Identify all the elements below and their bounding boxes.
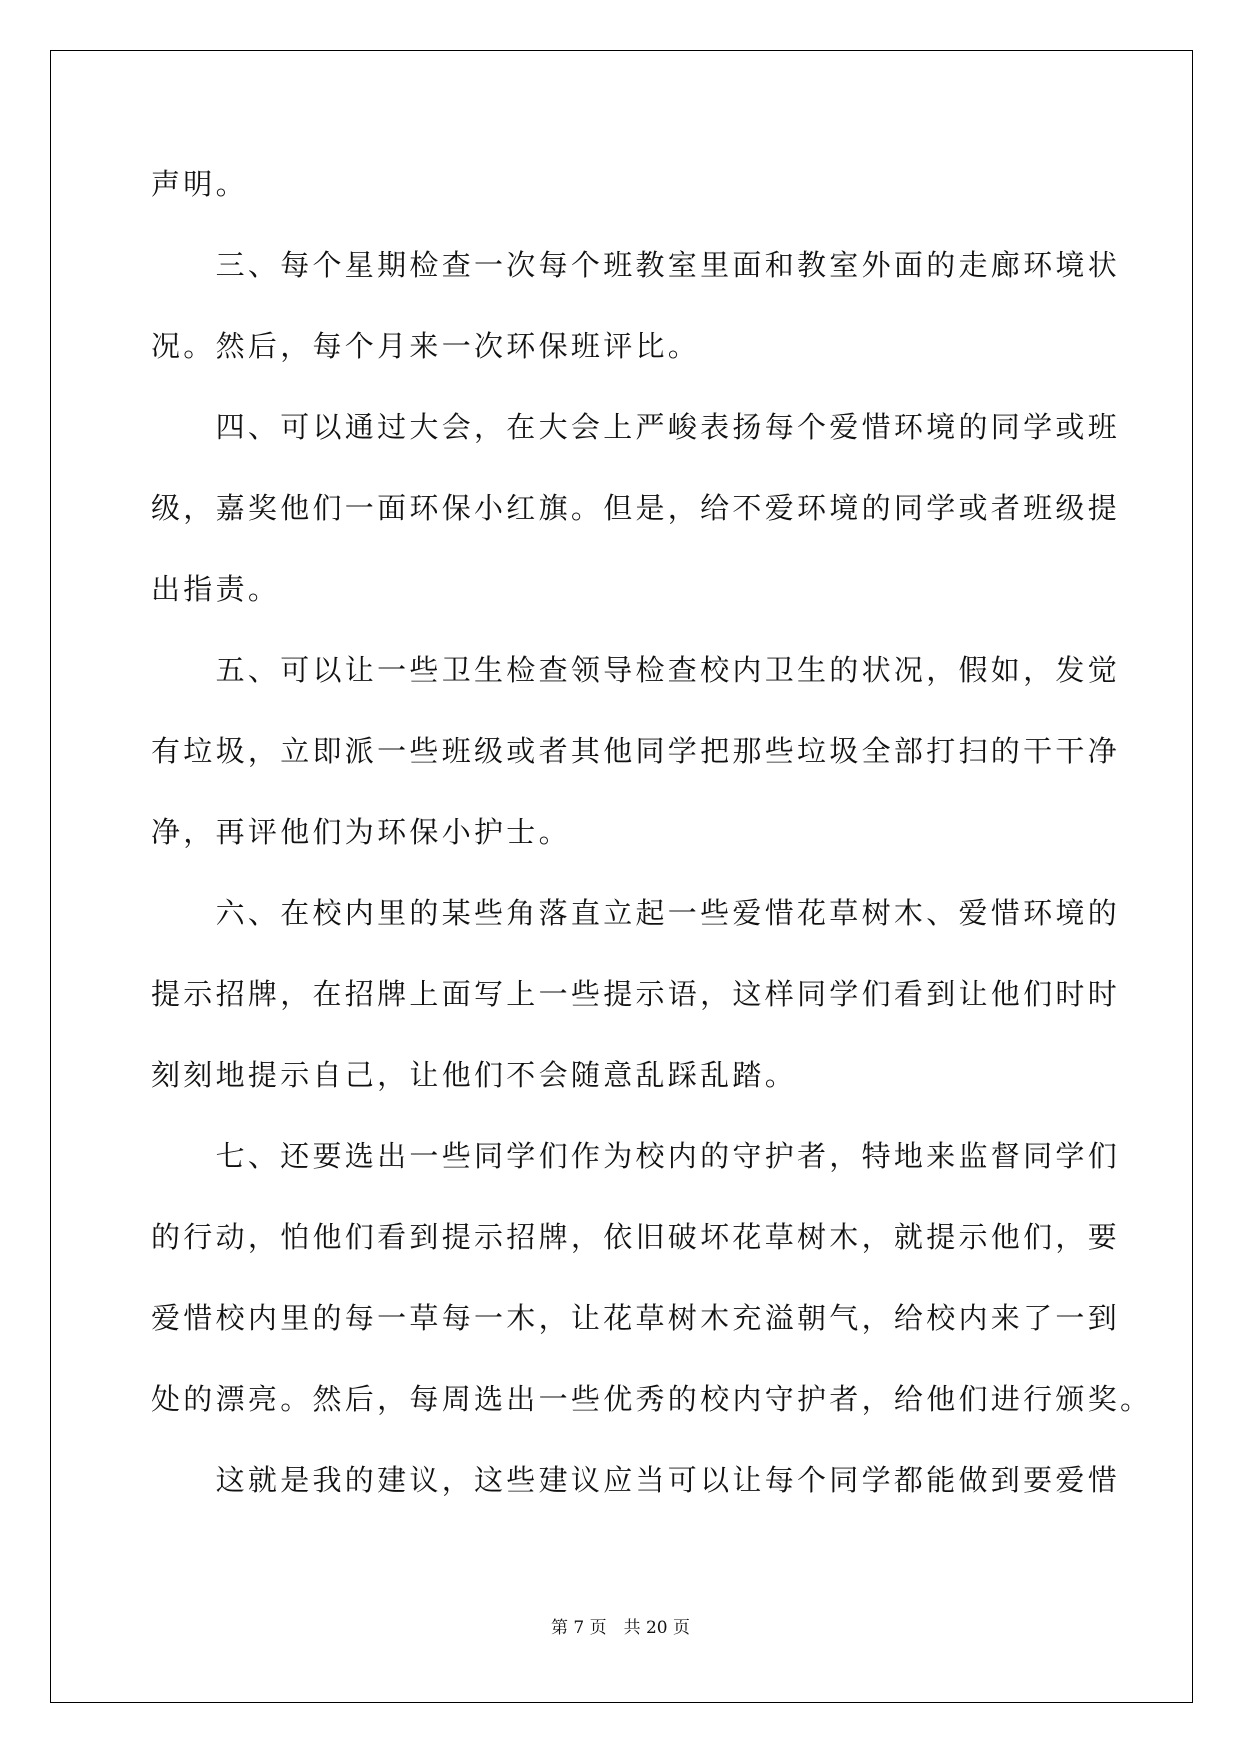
text-line: 七、还要选出一些同学们作为校内的守护者，特地来监督同学们 (151, 1139, 1121, 1173)
text-line: 处的漂亮。然后，每周选出一些优秀的校内守护者，给他们进行颁奖。 (151, 1382, 1153, 1416)
text-line: 有垃圾，立即派一些班级或者其他同学把那些垃圾全部打扫的干干净 (151, 734, 1121, 768)
text-line: 净，再评他们为环保小护士。 (151, 815, 571, 849)
text-line: 级，嘉奖他们一面环保小红旗。但是，给不爱环境的同学或者班级提 (151, 491, 1121, 525)
text-line: 提示招牌，在招牌上面写上一些提示语，这样同学们看到让他们时时 (151, 977, 1121, 1011)
text-line: 爱惜校内里的每一草每一木，让花草树木充溢朝气，给校内来了一到 (151, 1301, 1121, 1335)
text-line: 四、可以通过大会，在大会上严峻表扬每个爱惜环境的同学或班 (151, 410, 1121, 444)
document-body (151, 160, 1153, 1537)
text-line: 这就是我的建议，这些建议应当可以让每个同学都能做到要爱惜 (151, 1463, 1121, 1497)
text-line: 六、在校内里的某些角落直立起一些爱惜花草树木、爱惜环境的 (151, 896, 1121, 930)
text-line: 的行动，怕他们看到提示招牌，依旧破坏花草树木，就提示他们，要 (151, 1220, 1121, 1254)
text-line: 况。然后，每个月来一次环保班评比。 (151, 329, 701, 363)
text-line: 声明。 (151, 167, 248, 201)
page-number-footer: 第 7 页 共 20 页 (550, 1618, 691, 1638)
text-line: 三、每个星期检查一次每个班教室里面和教室外面的走廊环境状 (151, 248, 1121, 282)
text-line: 出指责。 (151, 572, 281, 606)
text-line: 五、可以让一些卫生检查领导检查校内卫生的状况，假如，发觉 (151, 653, 1121, 687)
text-line: 刻刻地提示自己，让他们不会随意乱踩乱踏。 (151, 1058, 798, 1092)
